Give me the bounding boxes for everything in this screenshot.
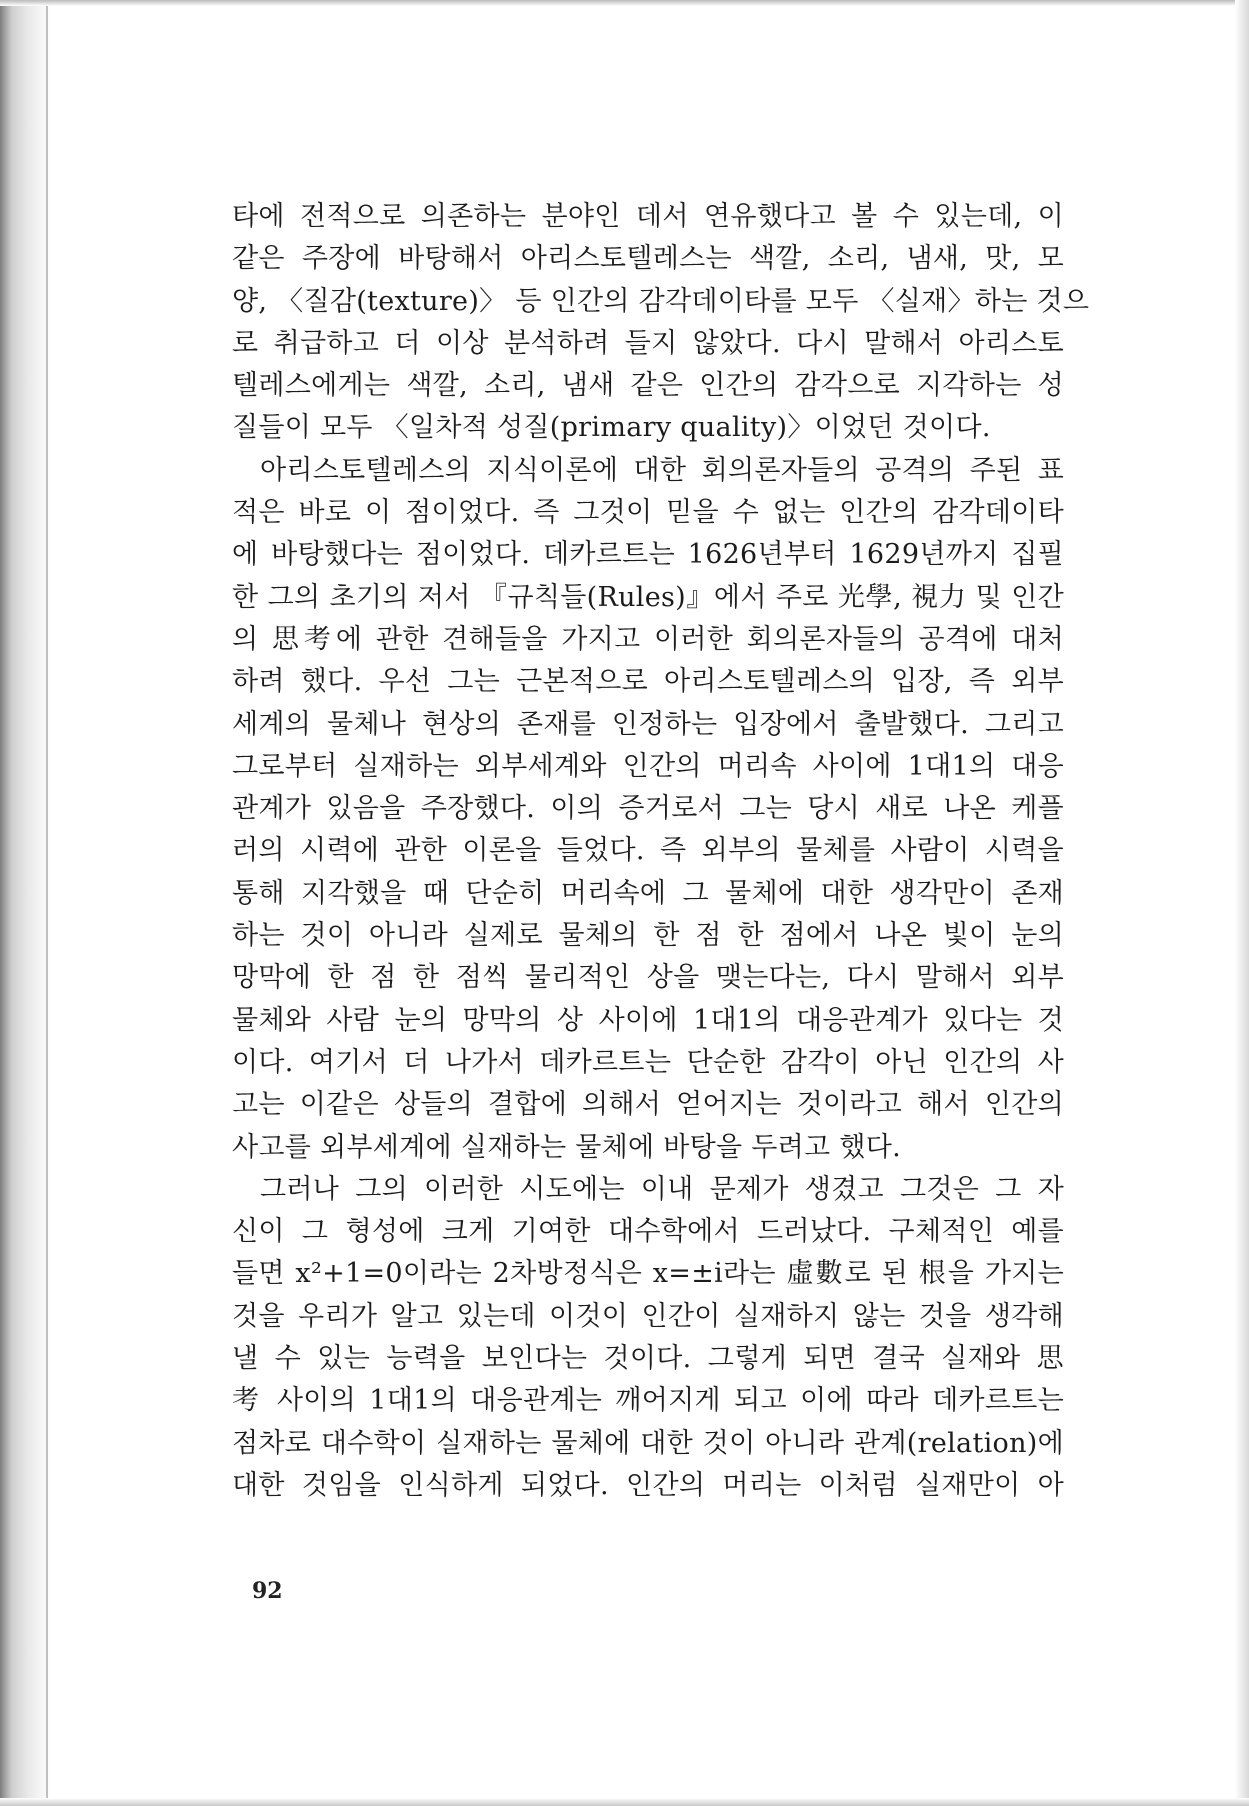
- text-line: 考 사이의 1대1의 대응관계는 깨어지게 되고 이에 따라 데카르트는: [232, 1385, 1064, 1417]
- text-line: 질들이 모두 〈일차적 성질(primary quality)〉이었던 것이다.: [232, 412, 991, 444]
- paragraph-2: [232, 450, 1064, 1169]
- text-line: 고는 이같은 상들의 결합에 의해서 얻어지는 것이라고 해서 인간의: [232, 1089, 1064, 1121]
- text-line: 텔레스에게는 색깔, 소리, 냄새 같은 인간의 감각으로 지각하는 성: [232, 370, 1064, 402]
- text-line: 들면 x²+1=0이라는 2차방정식은 x=±i라는 虛數로 된 根을 가지는: [232, 1258, 1064, 1290]
- text-line: 러의 시력에 관한 이론을 들었다. 즉 외부의 물체를 사람이 시력을: [232, 835, 1064, 867]
- text-line: 하는 것이 아니라 실제로 물체의 한 점 한 점에서 나온 빛이 눈의: [232, 920, 1064, 952]
- text-line: 같은 주장에 바탕해서 아리스토텔레스는 색깔, 소리, 냄새, 맛, 모: [232, 243, 1064, 275]
- text-line: 신이 그 형성에 크게 기여한 대수학에서 드러났다. 구체적인 예를: [232, 1216, 1064, 1248]
- text-line: 그러나 그의 이러한 시도에는 이내 문제가 생겼고 그것은 그 자: [260, 1173, 1064, 1205]
- paragraph-1: [232, 196, 1090, 450]
- text-line: 대한 것임을 인식하게 되었다. 인간의 머리는 이처럼 실재만이 아: [232, 1469, 1064, 1501]
- text-line: 점차로 대수학이 실재하는 물체에 대한 것이 아니라 관계(relation)에: [232, 1427, 1064, 1459]
- page-top-edge: [0, 0, 1249, 6]
- body-text: [232, 196, 1090, 1507]
- text-line: 한 그의 초기의 저서 『규칙들(Rules)』에서 주로 光學, 視力 및 인간: [232, 581, 1064, 613]
- text-line: 로 취급하고 더 이상 분석하려 들지 않았다. 다시 말해서 아리스토: [232, 327, 1064, 359]
- text-line: 타에 전적으로 의존하는 분야인 데서 연유했다고 볼 수 있는데, 이: [232, 201, 1064, 232]
- text-line: 그로부터 실재하는 외부세계와 인간의 머리속 사이에 1대1의 대응: [232, 750, 1064, 782]
- text-line: 하려 했다. 우선 그는 근본적으로 아리스토텔레스의 입장, 즉 외부: [232, 666, 1064, 698]
- text-line: 적은 바로 이 점이었다. 즉 그것이 믿을 수 없는 인간의 감각데이타: [232, 497, 1064, 529]
- book-spine-shadow: [0, 0, 52, 1806]
- text-line: 통해 지각했을 때 단순히 머리속에 그 물체에 대한 생각만이 존재: [232, 877, 1064, 909]
- text-line: 아리스토텔레스의 지식이론에 대한 회의론자들의 공격의 주된 표: [260, 454, 1064, 486]
- text-line: 것을 우리가 알고 있는데 이것이 인간이 실재하지 않는 것을 생각해: [232, 1300, 1064, 1332]
- text-line: 망막에 한 점 한 점씩 물리적인 상을 맺는다는, 다시 말해서 외부: [232, 962, 1064, 994]
- text-line: 에 바탕했다는 점이었다. 데카르트는 1626년부터 1629년까지 집필: [232, 539, 1064, 571]
- text-line: 의 思考에 관한 견해들을 가지고 이러한 회의론자들의 공격에 대처: [232, 623, 1064, 655]
- page-bottom-edge: [0, 1798, 1249, 1806]
- page-right-edge: [1235, 0, 1249, 1806]
- paragraph-3: [232, 1169, 1064, 1507]
- text-line: 물체와 사람 눈의 망막의 상 사이에 1대1의 대응관계가 있다는 것: [232, 1004, 1064, 1036]
- text-line: 사고를 외부세계에 실재하는 물체에 바탕을 두려고 했다.: [232, 1131, 901, 1163]
- text-line: 이다. 여기서 더 나가서 데카르트는 단순한 감각이 아닌 인간의 사: [232, 1046, 1064, 1078]
- text-line: 낼 수 있는 능력을 보인다는 것이다. 그렇게 되면 결국 실재와 思: [232, 1343, 1064, 1375]
- book-spine-edge: [46, 0, 48, 1806]
- text-line: 세계의 물체나 현상의 존재를 인정하는 입장에서 출발했다. 그리고: [232, 708, 1064, 740]
- text-line: 관계가 있음을 주장했다. 이의 증거로서 그는 당시 새로 나온 케플: [232, 793, 1064, 825]
- text-line: 양, 〈질감(texture)〉 등 인간의 감각데이타를 모두 〈실재〉하는 것으: [232, 285, 1090, 317]
- page-number: 92: [252, 1578, 283, 1604]
